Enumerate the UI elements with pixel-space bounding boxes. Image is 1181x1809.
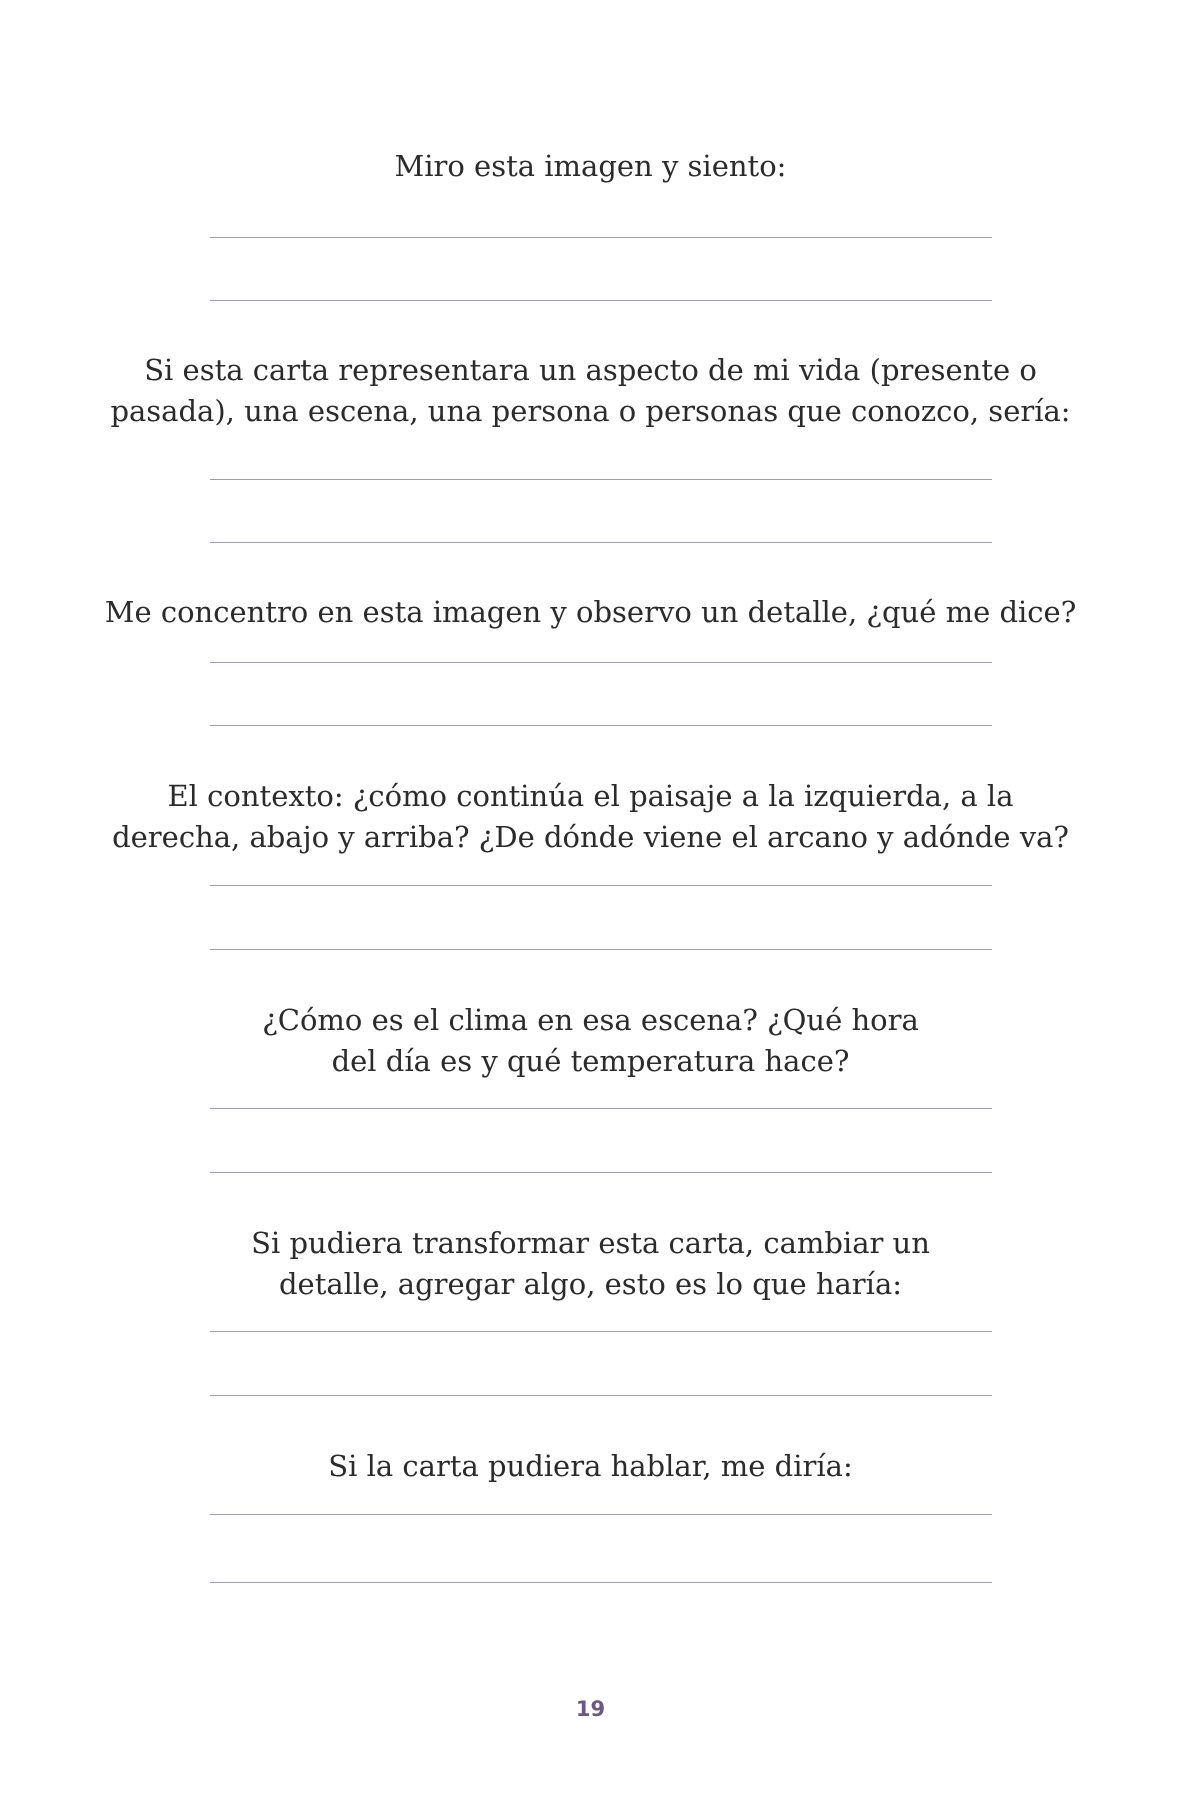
- prompt-4: [0, 776, 1181, 858]
- answer-line[interactable]: [210, 1395, 992, 1396]
- prompt-1-line-1: Miro esta imagen y siento:: [394, 149, 787, 183]
- prompt-3-line-1: Me concentro en esta imagen y observo un detalle, ¿qué me dice?: [104, 595, 1077, 629]
- prompt-4-line-1: El contexto: ¿cómo continúa el paisaje a la izquierda, a la: [167, 779, 1014, 813]
- answer-line[interactable]: [210, 885, 992, 886]
- answer-line[interactable]: [210, 1582, 992, 1583]
- prompt-7-line-1: Si la carta pudiera hablar, me diría:: [328, 1449, 853, 1483]
- answer-line[interactable]: [210, 1172, 992, 1173]
- prompt-5-line-1: ¿Cómo es el clima en esa escena? ¿Qué hora: [262, 1003, 919, 1037]
- answer-line[interactable]: [210, 479, 992, 480]
- prompt-5: [0, 1000, 1181, 1082]
- prompt-3: [0, 592, 1181, 633]
- page-number: 19: [575, 1697, 606, 1721]
- prompt-1: [0, 146, 1181, 187]
- prompt-2: [0, 350, 1181, 432]
- prompt-6-line-2: detalle, agregar algo, esto es lo que haría:: [278, 1267, 903, 1301]
- answer-line[interactable]: [210, 542, 992, 543]
- prompt-2-line-2: pasada), una escena, una persona o personas que conozco, sería:: [110, 394, 1071, 428]
- prompt-6: [0, 1223, 1181, 1305]
- prompt-2-line-1: Si esta carta representara un aspecto de mi vida (presente o: [144, 353, 1037, 387]
- prompt-5-line-2: del día es y qué temperatura hace?: [331, 1044, 850, 1078]
- prompt-7: [0, 1446, 1181, 1487]
- answer-line[interactable]: [210, 949, 992, 950]
- answer-line[interactable]: [210, 662, 992, 663]
- answer-line[interactable]: [210, 725, 992, 726]
- prompt-4-line-2: derecha, abajo y arriba? ¿De dónde viene el arcano y adónde va?: [112, 820, 1069, 854]
- answer-line[interactable]: [210, 237, 992, 238]
- answer-line[interactable]: [210, 1514, 992, 1515]
- answer-line[interactable]: [210, 1331, 992, 1332]
- answer-line[interactable]: [210, 300, 992, 301]
- prompt-6-line-1: Si pudiera transformar esta carta, cambiar un: [251, 1226, 930, 1260]
- answer-line[interactable]: [210, 1108, 992, 1109]
